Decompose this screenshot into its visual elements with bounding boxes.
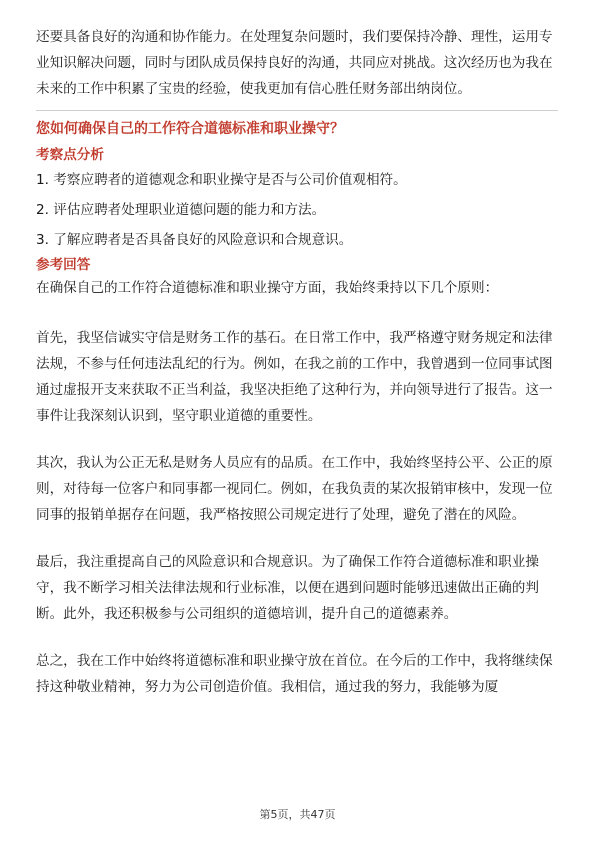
answer-paragraph: 最后，我注重提高自己的风险意识和合规意识。为了确保工作符合道德标准和职业操守，我不断学习相关法律法规和行业标准，以便在遇到问题时能够迅速做出正确的判断。此外，我还积极参与公司组织的道德培训，提升自己的道德素养。: [36, 554, 539, 622]
analysis-point: 3. 了解应聘者是否具备良好的风险意识和合规意识。: [36, 232, 353, 248]
question-heading: 您如何确保自己的工作符合道德标准和职业操守？: [36, 121, 344, 137]
page-footer: 第5页，共47页: [259, 808, 336, 821]
document-page: [36, 24, 558, 721]
analysis-point: 1. 考察应聘者的道德观念和职业操守是否与公司价值观相符。: [36, 172, 407, 188]
analysis-label: 考察点分析: [36, 147, 104, 163]
answer-paragraph: 总之，我在工作中始终将道德标准和职业操守放在首位。在今后的工作中，我将继续保持这种敬业精神，努力为公司创造价值。我相信，通过我的努力，我能够为厦: [36, 653, 553, 695]
intro-paragraph: 还要具备良好的沟通和协作能力。在处理复杂问题时，我们要保持冷静、理性，运用专业知识解决问题，同时与团队成员保持良好的沟通，共同应对挑战。这次经历也为我在未来的工作中积累了宝贵的经验，使我更加有信心胜任财务部出纳岗位。: [36, 29, 553, 97]
answer-paragraph: 其次，我认为公正无私是财务人员应有的品质。在工作中，我始终坚持公平、公正的原则，对待每一位客户和同事都一视同仁。例如，在我负责的某次报销审核中，发现一位同事的报销单据存在问题，我严格按照公司规定进行了处理，避免了潜在的风险。: [36, 455, 553, 523]
analysis-point: 2. 评估应聘者处理职业道德问题的能力和方法。: [36, 202, 326, 218]
section-divider: [36, 110, 558, 111]
answer-paragraph: 首先，我坚信诚实守信是财务工作的基石。在日常工作中，我严格遵守财务规定和法律法规，不参与任何违法乱纪的行为。例如，在我之前的工作中，我曾遇到一位同事试图通过虚报开支来获取不正当利益，我坚决拒绝了这种行为，并向领导进行了报告。这一事件让我深刻认识到，坚守职业道德的重要性。: [36, 330, 553, 424]
answer-label: 参考回答: [36, 257, 91, 273]
answer-lead: 在确保自己的工作符合道德标准和职业操守方面，我始终秉持以下几个原则：: [36, 280, 499, 296]
